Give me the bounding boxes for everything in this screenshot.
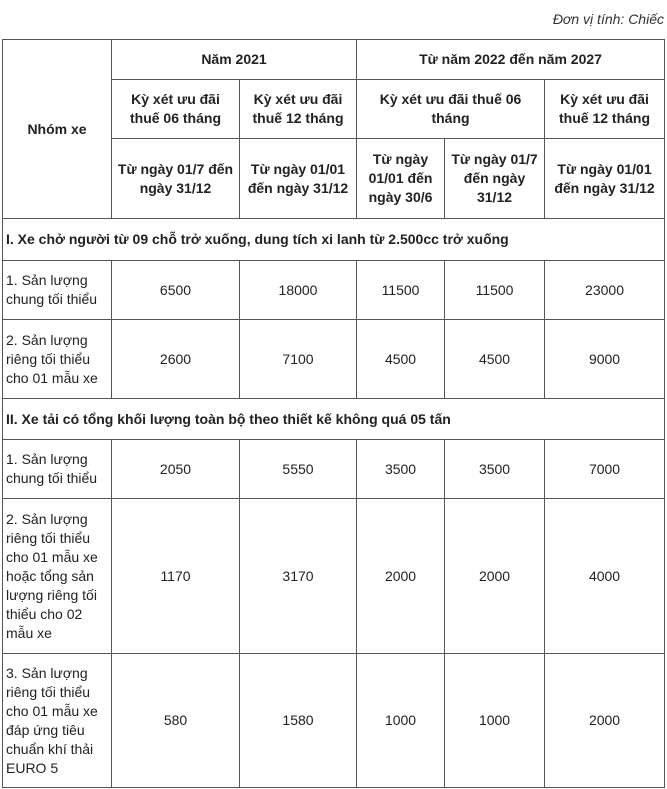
cell-value: 1000	[445, 654, 545, 788]
table-row	[3, 320, 665, 399]
cell-value: 2000	[445, 499, 545, 654]
cell-value: 2000	[545, 654, 665, 788]
cell-value: 23000	[545, 261, 665, 320]
year-2022-2027-header: Từ năm 2022 đến năm 2027	[357, 40, 665, 80]
cell-value: 7000	[545, 440, 665, 499]
cell-value: 18000	[240, 261, 357, 320]
cell-value: 7100	[240, 320, 357, 399]
table-row	[3, 440, 665, 499]
cell-value: 11500	[445, 261, 545, 320]
cell-value: 9000	[545, 320, 665, 399]
row-label: 1. Sản lượng chung tối thiểu	[3, 261, 112, 320]
dates-2022-12m-header: Từ ngày 01/01 đến ngày 31/12	[545, 139, 665, 219]
row-label: 1. Sản lượng chung tối thiểu	[3, 440, 112, 499]
cell-value: 4000	[545, 499, 665, 654]
row-label: 2. Sản lượng riêng tối thiểu cho 01 mẫu xe hoặc tổng sản lượng riêng tối thiểu cho 02 mẫu xe	[3, 499, 112, 654]
group-header: Nhóm xe	[3, 40, 112, 219]
cell-value: 3500	[445, 440, 545, 499]
cell-value: 1000	[357, 654, 445, 788]
row-label: 2. Sản lượng riêng tối thiểu cho 01 mẫu xe	[3, 320, 112, 399]
cell-value: 580	[112, 654, 240, 788]
cell-value: 11500	[357, 261, 445, 320]
dates-2021-6m-header: Từ ngày 01/7 đến ngày 31/12	[112, 139, 240, 219]
cell-value: 3170	[240, 499, 357, 654]
table-row	[3, 261, 665, 320]
period-6m-2022-header: Kỳ xét ưu đãi thuế 06 tháng	[357, 80, 545, 139]
table-row	[3, 654, 665, 788]
cell-value: 3500	[357, 440, 445, 499]
cell-value: 4500	[357, 320, 445, 399]
dates-2021-12m-header: Từ ngày 01/01 đến ngày 31/12	[240, 139, 357, 219]
cell-value: 5550	[240, 440, 357, 499]
period-12m-2022-header: Kỳ xét ưu đãi thuế 12 tháng	[545, 80, 665, 139]
cell-value: 1580	[240, 654, 357, 788]
cell-value: 2050	[112, 440, 240, 499]
cell-value: 2000	[357, 499, 445, 654]
cell-value: 2600	[112, 320, 240, 399]
section-title: I. Xe chở người từ 09 chỗ trở xuống, dung tích xi lanh từ 2.500cc trở xuống	[3, 219, 665, 261]
cell-value: 6500	[112, 261, 240, 320]
unit-note: Đơn vị tính: Chiếc	[552, 11, 664, 27]
dates-2022-6m-b-header: Từ ngày 01/7 đến ngày 31/12	[445, 139, 545, 219]
incentive-table	[2, 39, 665, 788]
table-row	[3, 499, 665, 654]
section-title: II. Xe tải có tổng khối lượng toàn bộ theo thiết kế không quá 05 tấn	[3, 399, 665, 440]
dates-2022-6m-a-header: Từ ngày 01/01 đến ngày 30/6	[357, 139, 445, 219]
year-2021-header: Năm 2021	[112, 40, 357, 80]
period-12m-2021-header: Kỳ xét ưu đãi thuế 12 tháng	[240, 80, 357, 139]
cell-value: 1170	[112, 499, 240, 654]
period-6m-2021-header: Kỳ xét ưu đãi thuế 06 tháng	[112, 80, 240, 139]
cell-value: 4500	[445, 320, 545, 399]
row-label: 3. Sản lượng riêng tối thiểu cho 01 mẫu xe đáp ứng tiêu chuẩn khí thải EURO 5	[3, 654, 112, 788]
